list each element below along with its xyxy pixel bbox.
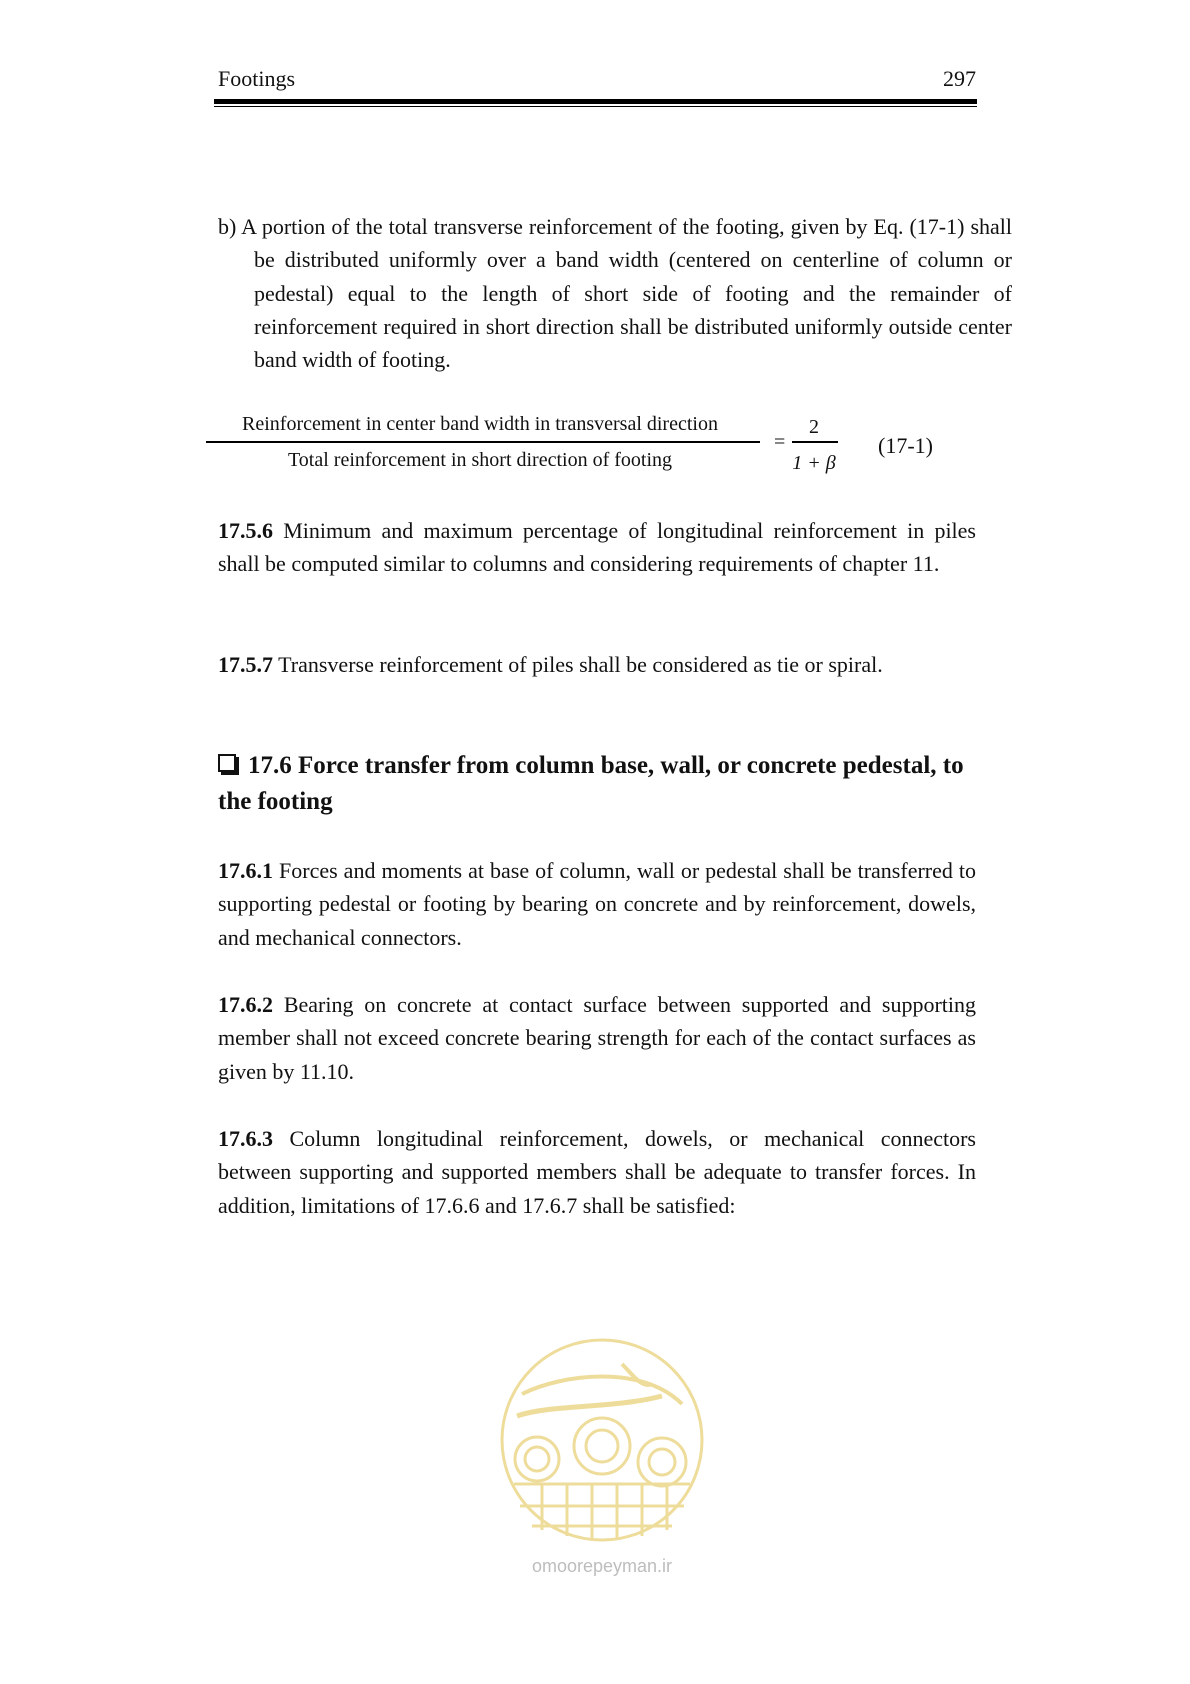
watermark-emblem-icon xyxy=(492,1334,712,1582)
rhs-numerator: 2 xyxy=(809,416,819,438)
clause-text: Transverse reinforcement of piles shall be considered as tie or spiral. xyxy=(278,652,883,677)
clause-17-5-6 xyxy=(218,514,976,581)
equation-label: (17-1) xyxy=(878,433,933,458)
chapter-title: Footings xyxy=(218,66,296,91)
clause-number: 17.6.2 xyxy=(218,992,273,1017)
rhs-fraction-bar xyxy=(792,441,838,443)
clause-number: 17.5.6 xyxy=(218,518,273,543)
rhs-denominator: 1 + β xyxy=(792,452,836,474)
clause-17-6-2 xyxy=(218,988,976,1088)
header-rule-thick xyxy=(214,99,977,104)
clause-text: Bearing on concrete at contact surface between supported and supporting member shall not exceed concrete bearing strength for each of the contact surfaces as given by 11.10. xyxy=(218,992,977,1084)
clause-text: Minimum and maximum percentage of longitudinal reinforcement in piles shall be computed similar to columns and considering requirements of chapter 11. xyxy=(218,518,976,577)
page-number: 297 xyxy=(943,66,976,91)
section-title: 17.6 Force transfer from column base, wall, or concrete pedestal, to the footing xyxy=(218,752,964,815)
clause-text: Column longitudinal reinforcement, dowels, or mechanical connectors between supporting and supported members shall be adequate to transfer forces. In addition, limitations of 17.6.6 and 17.6.7 shall be satisfied: xyxy=(218,1126,976,1218)
clause-number: 17.6.3 xyxy=(218,1126,273,1151)
clause-17-6-3 xyxy=(218,1122,976,1222)
watermark-logo xyxy=(492,1334,712,1582)
watermark-text: omoorepeyman.ir xyxy=(531,1556,673,1576)
clause-17-6-1 xyxy=(218,854,976,954)
clause-number: 17.5.7 xyxy=(218,652,273,677)
header-rule-thin xyxy=(214,106,977,107)
clause-number: 17.6.1 xyxy=(218,858,273,883)
equation-denominator: Total reinforcement in short direction of footing xyxy=(287,449,673,471)
equals-sign: = xyxy=(774,431,786,453)
section-heading xyxy=(218,748,976,820)
equation-numerator: Reinforcement in center band width in transversal direction xyxy=(242,413,718,435)
clause-text: Forces and moments at base of column, wall or pedestal shall be transferred to supporting pedestal or footing by bearing on concrete and by reinforcement, dowels, and mechanical connectors. xyxy=(218,858,976,950)
equation-fraction-bar xyxy=(206,441,760,443)
item-b-paragraph: b) A portion of the total transverse reinforcement of the footing, given by Eq. (17-1) shall be distributed uniformly over a band width (centered on centerline of column or pedestal) equal to the length of short side of footing and the remainder of reinforcement required in short direction shall be distributed uniformly outside center band width of footing. xyxy=(218,214,1012,373)
checkbox-square-icon xyxy=(218,754,236,772)
clause-17-5-7 xyxy=(218,648,976,681)
